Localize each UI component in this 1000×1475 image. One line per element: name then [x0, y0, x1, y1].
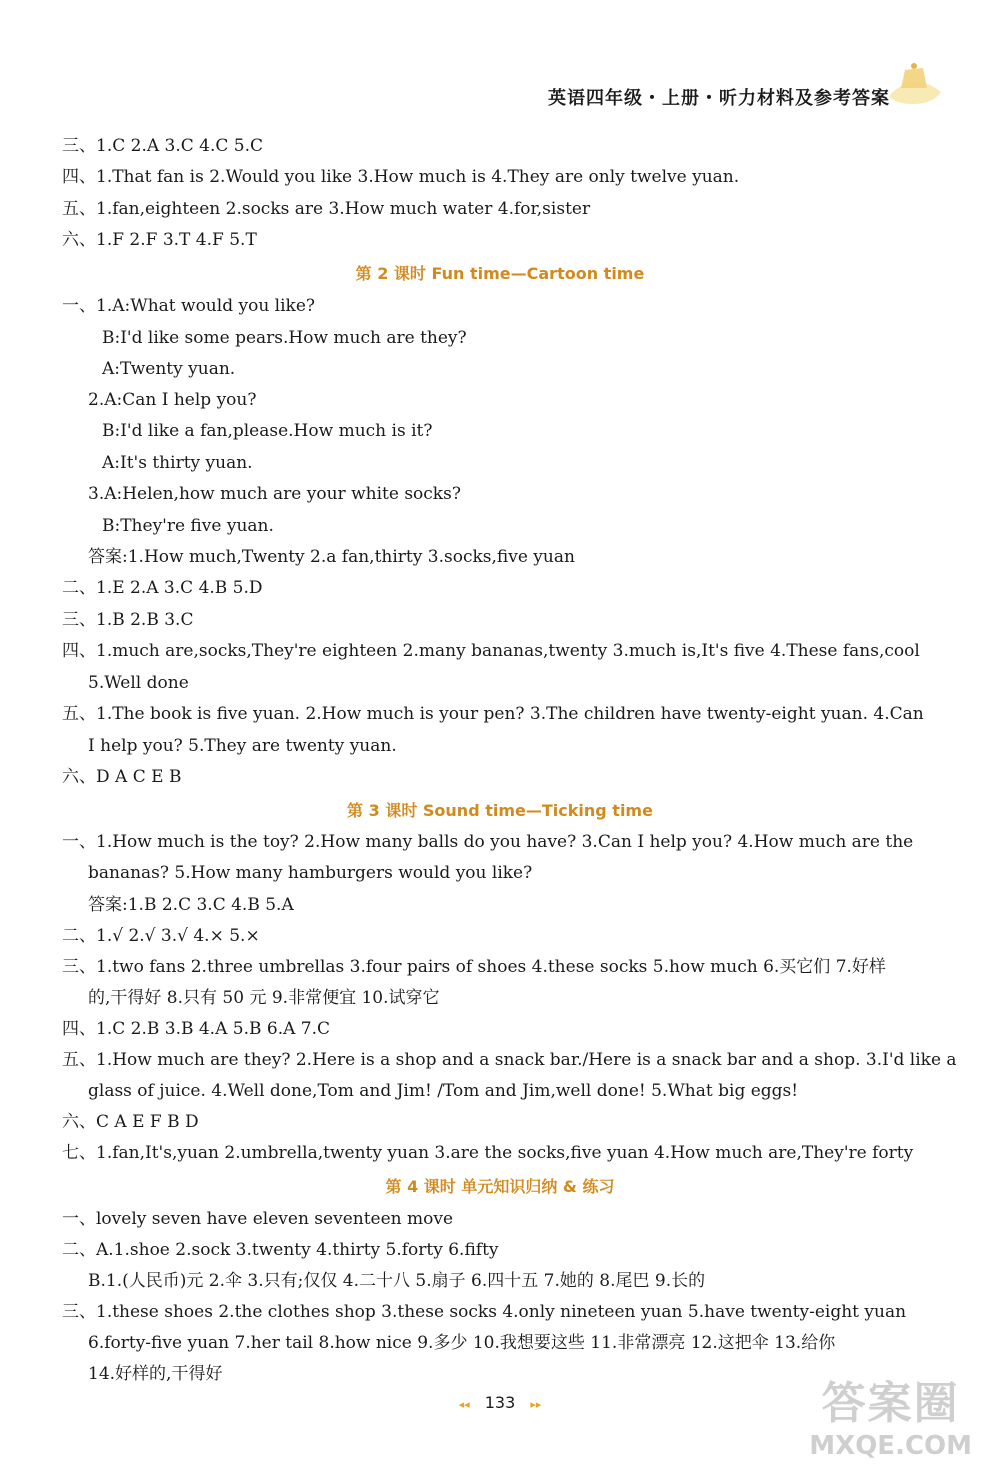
answer-line: 答案:1.How much,Twenty 2.a fan,thirty 3.socks,five yuan [88, 547, 575, 567]
answer-line: 一、lovely seven have eleven seventeen move [62, 1209, 454, 1229]
answer-line: 四、1.much are,socks,They're eighteen 2.many bananas,twenty 3.much is,It's five 4.These fans,cool [62, 641, 920, 661]
answer-line: 六、1.F 2.F 3.T 4.F 5.T [62, 230, 257, 250]
section-heading: 第 3 课时 Sound time—Ticking time [347, 801, 653, 820]
answer-line: 一、1.A:What would you like? [62, 296, 316, 316]
answer-line: 四、1.That fan is 2.Would you like 3.How much is 4.They are only twelve yuan. [62, 167, 740, 187]
answer-line: B:They're five yuan. [102, 516, 274, 536]
page-header-title: 英语四年级・上册・听力材料及参考答案 [548, 88, 890, 109]
answer-line: 的,干得好 8.只有 50 元 9.非常便宜 10.试穿它 [88, 988, 440, 1008]
section-heading: 第 2 课时 Fun time—Cartoon time [355, 264, 645, 283]
next-arrow-icon: ▸▸ [530, 1398, 542, 1411]
answer-line: 三、1.two fans 2.three umbrellas 3.four pairs of shoes 4.these socks 5.how much 6.买它们 7.好样 [62, 957, 886, 977]
answer-line: 三、1.these shoes 2.the clothes shop 3.these socks 4.only nineteen yuan 5.have twenty-eight yuan [62, 1302, 907, 1322]
answer-line: A:It's thirty yuan. [102, 453, 253, 473]
answer-line: 2.A:Can I help you? [88, 390, 257, 410]
answer-line: 一、1.How much is the toy? 2.How many balls do you have? 3.Can I help you? 4.How much are the [62, 832, 914, 852]
answer-line: 3.A:Helen,how much are your white socks? [88, 484, 461, 504]
answer-line: 五、1.How much are they? 2.Here is a shop and a snack bar./Here is a snack bar and a shop. 3.I'd like a [62, 1050, 957, 1070]
watermark [809, 1367, 972, 1461]
answer-line: bananas? 5.How many hamburgers would you like? [88, 863, 533, 883]
answer-line: 二、1.√ 2.√ 3.√ 4.× 5.× [62, 926, 260, 946]
section-heading: 第 4 课时 单元知识归纳 & 练习 [385, 1177, 615, 1196]
answer-line: B.1.(人民币)元 2.伞 3.只有;仅仅 4.二十八 5.扇子 6.四十五 7.她的 8.尾巴 9.长的 [88, 1271, 706, 1291]
answer-line: B:I'd like a fan,please.How much is it? [102, 421, 433, 441]
answer-line: 6.forty-five yuan 7.her tail 8.how nice 9.多少 10.我想要这些 11.非常漂亮 12.这把伞 13.给你 [88, 1333, 836, 1353]
answer-line: 二、1.E 2.A 3.C 4.B 5.D [62, 578, 263, 598]
answer-line: 五、1.The book is five yuan. 2.How much is your pen? 3.The children have twenty-eight yuan. 4.Can [62, 704, 924, 724]
answer-line: 四、1.C 2.B 3.B 4.A 5.B 6.A 7.C [62, 1019, 331, 1039]
answer-line: 五、1.fan,eighteen 2.socks are 3.How much water 4.for,sister [62, 199, 591, 219]
page-number: 133 [484, 1393, 516, 1412]
answer-line: 14.好样的,干得好 [88, 1364, 223, 1384]
watermark-title: 答案圈 [821, 1378, 960, 1429]
answer-line: 三、1.C 2.A 3.C 4.C 5.C [62, 136, 264, 156]
answer-line: 答案:1.B 2.C 3.C 4.B 5.A [88, 895, 294, 915]
answer-line: I help you? 5.They are twenty yuan. [88, 736, 397, 756]
prev-arrow-icon: ◂◂ [458, 1398, 470, 1411]
answer-line: B:I'd like some pears.How much are they? [102, 328, 467, 348]
answer-line: A:Twenty yuan. [102, 359, 236, 379]
answer-line: 七、1.fan,It's,yuan 2.umbrella,twenty yuan 3.are the socks,five yuan 4.How much are,They're forty [62, 1143, 914, 1163]
answer-line: 三、1.B 2.B 3.C [62, 610, 194, 630]
answer-line: 六、D A C E B [62, 767, 182, 787]
answer-line: glass of juice. 4.Well done,Tom and Jim! /Tom and Jim,well done! 5.What big eggs! [88, 1081, 799, 1101]
answer-line: 六、C A E F B D [62, 1112, 199, 1132]
answer-line: 5.Well done [88, 673, 189, 693]
lamp-decoration-icon [883, 58, 945, 110]
answer-line: 二、A.1.shoe 2.sock 3.twenty 4.thirty 5.forty 6.fifty [62, 1240, 499, 1260]
watermark-url: MXQE.COM [809, 1431, 972, 1461]
